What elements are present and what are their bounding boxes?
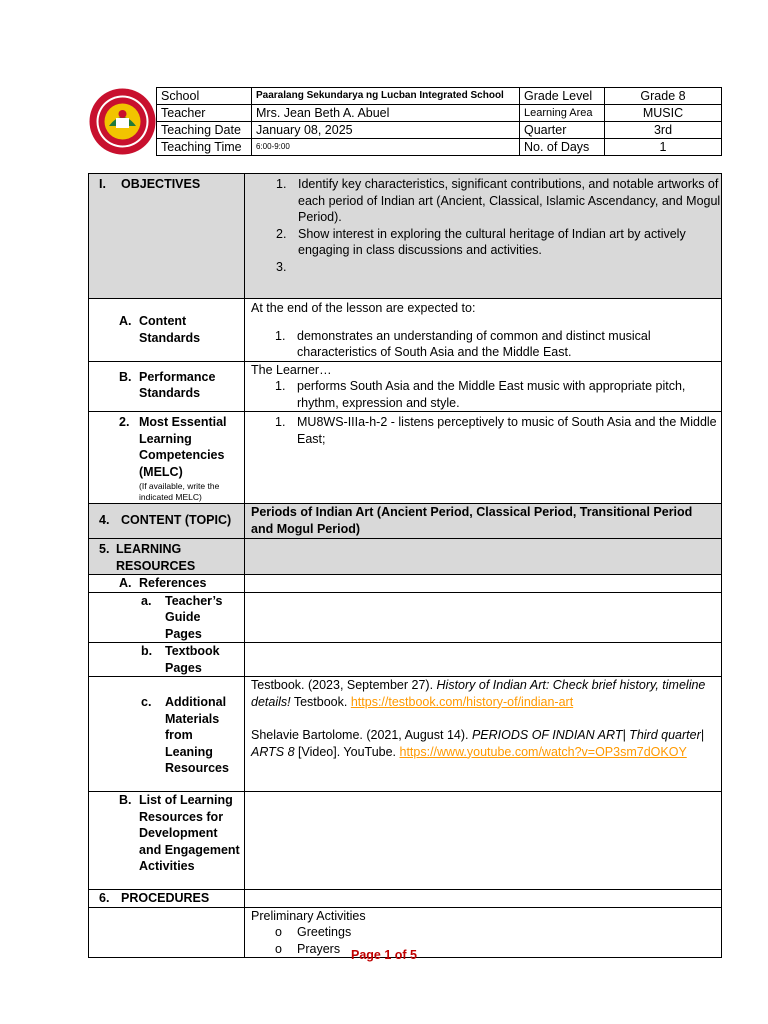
- melc-item: 1. MU8WS-IIIa-h-2 - listens perceptively to music of South Asia and the Middle East;: [275, 415, 717, 446]
- learning-area-label: Learning Area: [520, 105, 605, 122]
- school-value: Paaralang Sekundarya ng Lucban Integrated School: [252, 88, 520, 105]
- melc-cell: [245, 412, 722, 504]
- grade-level-label: Grade Level: [520, 88, 605, 105]
- objectives-header: I. OBJECTIVES: [89, 174, 245, 299]
- list-resources-value: [245, 792, 722, 890]
- performance-standards-cell: [245, 361, 722, 412]
- quarter-value: 3rd: [605, 122, 722, 139]
- procedures-value: [245, 890, 722, 908]
- objective-item: 1. Identify key characteristics, significant contributions, and notable artworks of each period of Indian art (Ancient, Classical, Islamic Ascendancy, and Mogul Period).: [276, 177, 721, 224]
- list-resources-label: B. List of Learning Resources for Development and Engagement Activities: [89, 792, 245, 890]
- objective-item: 3.: [276, 259, 287, 274]
- grade-level-value: Grade 8: [605, 88, 722, 105]
- references-value: [245, 575, 722, 593]
- school-label: School: [157, 88, 252, 105]
- content-standard-item: 1. demonstrates an understanding of common and distinct musical characteristics of South Asia and the Middle East.: [275, 328, 651, 359]
- objectives-list: [245, 174, 722, 299]
- reference-2: Shelavie Bartolome. (2021, August 14). PERIODS OF INDIAN ART| Third quarter| ARTS 8 [Video]. YouTube. https://www.youtube.com/watch?v=OP3sm7dOKOY: [251, 728, 704, 759]
- teacher-label: Teacher: [157, 105, 252, 122]
- teachers-guide-label: a. Teacher’s Guide Pages: [89, 592, 245, 643]
- teaching-time-value: 6:00-9:00: [252, 139, 520, 156]
- teachers-guide-value: [245, 592, 722, 643]
- performance-standards-label: B. Performance Standards: [89, 361, 245, 412]
- content-standards-label: A. Content Standards: [89, 299, 245, 362]
- preliminary-title: Preliminary Activities: [251, 908, 366, 923]
- header-table: [156, 87, 722, 156]
- teaching-date-label: Teaching Date: [157, 122, 252, 139]
- teaching-date-value: January 08, 2025: [252, 122, 520, 139]
- references-label: A. References: [89, 575, 245, 593]
- content-standards-cell: [245, 299, 722, 362]
- additional-materials-label: c. Additional Materials from Leaning Resources: [89, 677, 245, 792]
- days-label: No. of Days: [520, 139, 605, 156]
- performance-standards-intro: The Learner…: [251, 362, 332, 377]
- reference-1: Testbook. (2023, September 27). History of Indian Art: Check brief history, timeline details! Testbook. https://testbook.com/history-of/indian-art: [251, 678, 706, 709]
- additional-materials-cell: [245, 677, 722, 792]
- school-seal-logo: [89, 88, 156, 155]
- preliminary-item: o Prayers: [275, 941, 341, 956]
- teacher-value: Mrs. Jean Beth A. Abuel: [252, 105, 520, 122]
- melc-label: 2. Most Essential Learning Competencies (MELC) (If available, write the indicated MELC): [89, 412, 245, 504]
- performance-standard-item: 1. performs South Asia and the Middle East music with appropriate pitch, rhythm, expression and style.: [275, 379, 686, 410]
- days-value: 1: [605, 139, 722, 156]
- melc-note: (If available, write the indicated MELC): [139, 481, 220, 502]
- learning-resources-value: [245, 539, 722, 575]
- textbook-pages-label: b. Textbook Pages: [89, 643, 245, 677]
- preliminary-item: o Greetings: [275, 925, 352, 939]
- quarter-label: Quarter: [520, 122, 605, 139]
- reference-1-link[interactable]: https://testbook.com/history-of/indian-art: [350, 694, 574, 709]
- procedures-label: 6. PROCEDURES: [89, 890, 245, 908]
- content-standards-intro: At the end of the lesson are expected to:: [251, 301, 476, 315]
- content-topic-label: 4. CONTENT (TOPIC): [89, 504, 245, 539]
- page-number: Page 1 of 5: [351, 948, 417, 962]
- textbook-pages-value: [245, 643, 722, 677]
- learning-area-value: MUSIC: [605, 105, 722, 122]
- reference-2-link[interactable]: https://www.youtube.com/watch?v=OP3sm7dOKOY: [399, 744, 687, 759]
- content-topic-value: Periods of Indian Art (Ancient Period, Classical Period, Transitional Period and Mogul Period): [245, 504, 722, 539]
- learning-resources-label: 5. LEARNING RESOURCES: [89, 539, 245, 575]
- objective-item: 2. Show interest in exploring the cultural heritage of Indian art by actively engaging in class discussions and activities.: [276, 226, 686, 257]
- teaching-time-label: Teaching Time: [157, 139, 252, 156]
- lesson-plan-table: [88, 173, 722, 958]
